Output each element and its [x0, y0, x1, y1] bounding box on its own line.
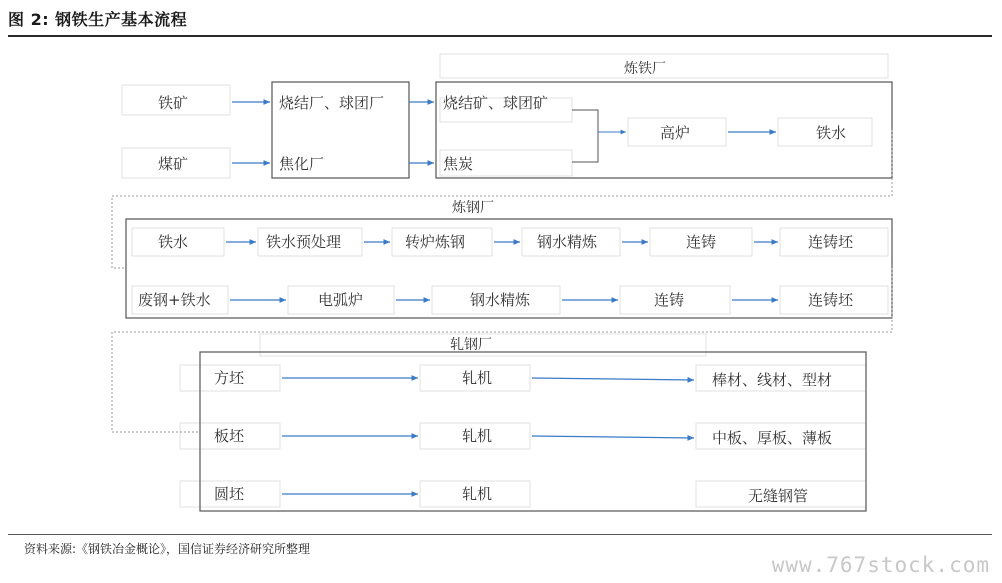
rolling-input: 方坯 [214, 369, 245, 387]
arrow [532, 436, 694, 438]
route2-step: 连铸 [654, 291, 685, 309]
route1-step: 铁水 [158, 233, 189, 251]
rolling-input: 板坯 [214, 427, 245, 445]
ironmaking-title: 炼铁厂 [624, 61, 666, 77]
route1-step: 铁水预处理 [266, 233, 342, 251]
rolling-mill: 轧机 [462, 369, 493, 387]
iron-input-sinter-pellet: 烧结矿、球团矿 [443, 94, 549, 112]
raw-iron-ore: 铁矿 [158, 94, 189, 112]
rolling-title: 轧钢厂 [450, 337, 492, 353]
source-note: 资料来源:《钢铁冶金概论》，国信证券经济研究所整理 [24, 542, 311, 556]
arrow [532, 378, 694, 380]
prep-sinter-pellet-plant: 烧结厂、球团厂 [279, 94, 385, 112]
route1-step: 钢水精炼 [537, 233, 598, 251]
rolling-output: 无缝钢管 [748, 487, 809, 505]
connector-iron-to-steel [112, 130, 892, 268]
figure-title: 图 2: 钢铁生产基本流程 [8, 10, 188, 29]
route2-step: 连铸坯 [808, 291, 854, 309]
route1-step: 转炉炼钢 [405, 233, 466, 251]
route1-step: 连铸坯 [808, 233, 854, 251]
blast-furnace: 高炉 [660, 124, 691, 142]
prep-coking-plant: 焦化厂 [279, 155, 325, 173]
route2-step: 钢水精炼 [470, 291, 531, 309]
watermark: www.767stock.com [771, 553, 990, 577]
rolling-output: 中板、厚板、薄板 [712, 429, 833, 447]
iron-output-hot-metal: 铁水 [816, 124, 847, 142]
route2-step: 废钢+铁水 [138, 291, 211, 309]
iron-input-coke: 焦炭 [443, 155, 474, 173]
steelmaking-title: 炼钢厂 [452, 200, 494, 216]
source-rule [8, 534, 992, 535]
rolling-mill: 轧机 [462, 427, 493, 445]
rolling-mill: 轧机 [462, 485, 493, 503]
ironmaking-bracket [572, 110, 626, 162]
raw-coal: 煤矿 [158, 155, 189, 173]
route2-step: 电弧炉 [318, 291, 364, 309]
rolling-output: 棒材、线材、型材 [712, 371, 833, 389]
rolling-input: 圆坯 [214, 485, 245, 503]
route1-step: 连铸 [686, 233, 717, 251]
